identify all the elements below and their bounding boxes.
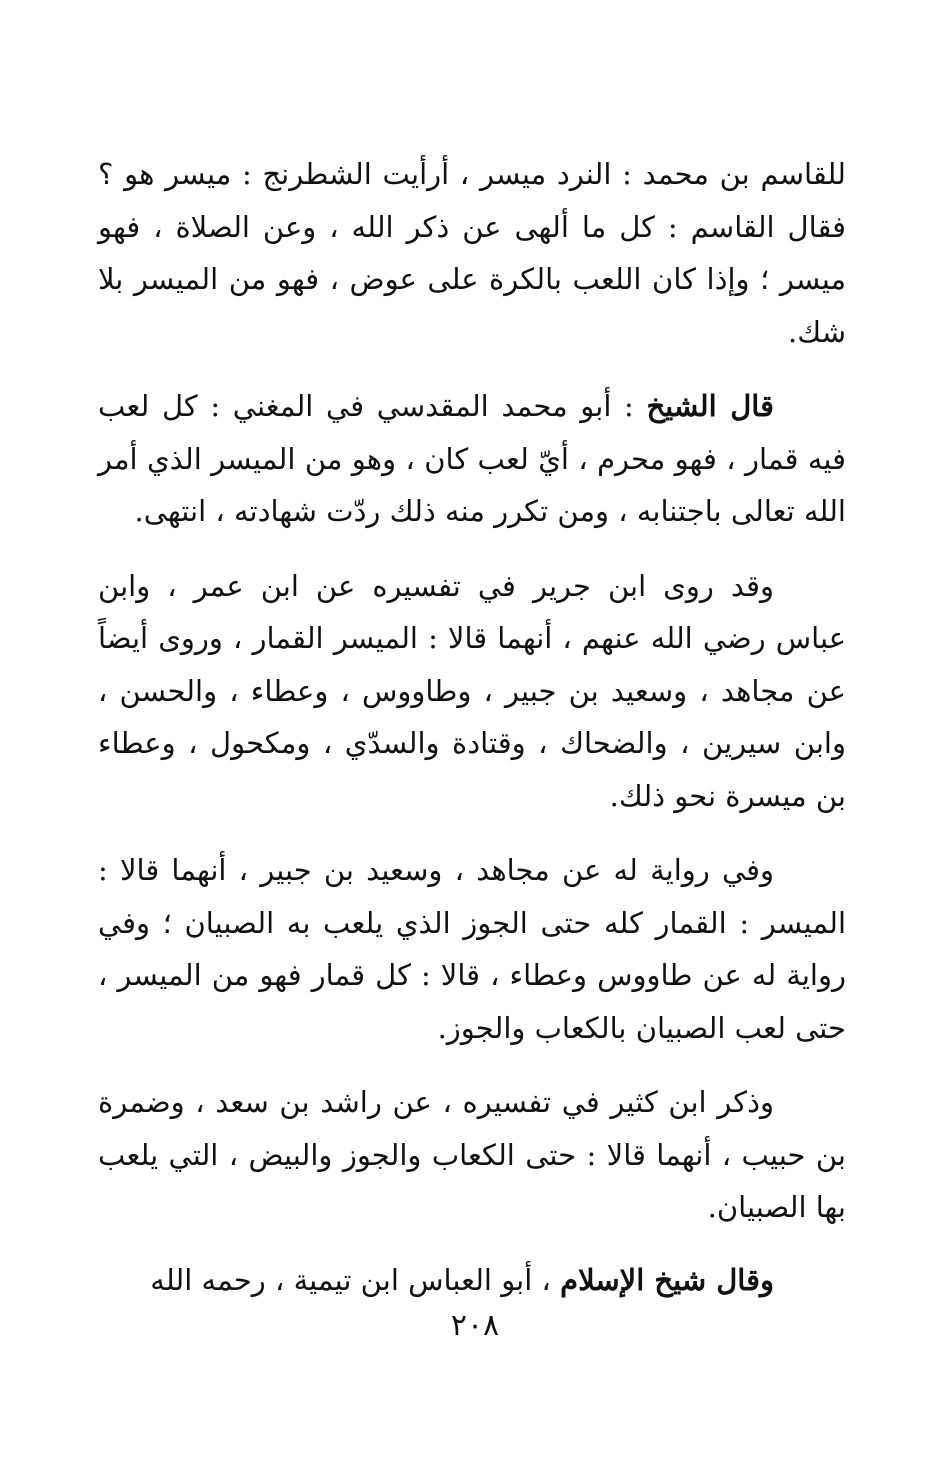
page-body [98, 148, 846, 1328]
paragraph-3-text: وقد روى ابن جرير في تفسيره عن ابن عمر ، وابن عباس رضي الله عنهم ، أنهما قالا : الميسر القمار ، وروى أيضاً عن مجاهد ، وسعيد بن جبير ، وطاووس ، وعطاء ، والحسن ، وابن سيرين ، والضحاك ، وقتادة والسدّي ، ومكحول ، وعطاء بن ميسرة نحو ذلك. [98, 568, 846, 813]
paragraph-2 [98, 380, 846, 538]
paragraph-1 [98, 148, 846, 358]
paragraph-5 [98, 1076, 846, 1234]
paragraph-4 [98, 844, 846, 1054]
paragraph-3 [98, 560, 846, 823]
paragraph-1-text: للقاسم بن محمد : النرد ميسر ، أرأيت الشطرنج : ميسر هو ؟ فقال القاسم : كل ما ألهى عن ذكر الله ، وعن الصلاة ، فهو ميسر ؛ وإذا كان اللعب بالكرة على عوض ، فهو من الميسر بلا شك. [98, 157, 846, 349]
paragraph-6 [98, 1254, 846, 1307]
paragraph-5-text: وذكر ابن كثير في تفسيره ، عن راشد بن سعد ، وضمرة بن حبيب ، أنهما قالا : حتى الكعاب والجوز والبيض ، التي يلعب بها الصبيان. [98, 1085, 846, 1224]
paragraph-2-lead: قال الشيخ [646, 389, 774, 423]
page-number: ٢٠٨ [450, 1308, 500, 1343]
paragraph-6-text: ، أبو العباس ابن تيمية ، رحمه الله [150, 1262, 561, 1297]
paragraph-2-text: : أبو محمد المقدسي في المغني : كل لعب فيه قمار ، فهو محرم ، أيّ لعب كان ، وهو من الميسر الذي أمر الله تعالى باجتنابه ، ومن تكرر منه ذلك ردّت شهادته ، انتهى. [98, 389, 846, 528]
paragraph-4-text: وفي رواية له عن مجاهد ، وسعيد بن جبير ، أنهما قالا : الميسر : القمار كله حتى الجوز الذي يلعب به الصبيان ؛ وفي رواية له عن طاووس وعطاء ، قالا : كل قمار فهو من الميسر ، حتى لعب الصبيان بالكعاب والجوز. [98, 853, 846, 1045]
paragraph-6-lead: وقال شيخ الإسلام [560, 1262, 774, 1297]
